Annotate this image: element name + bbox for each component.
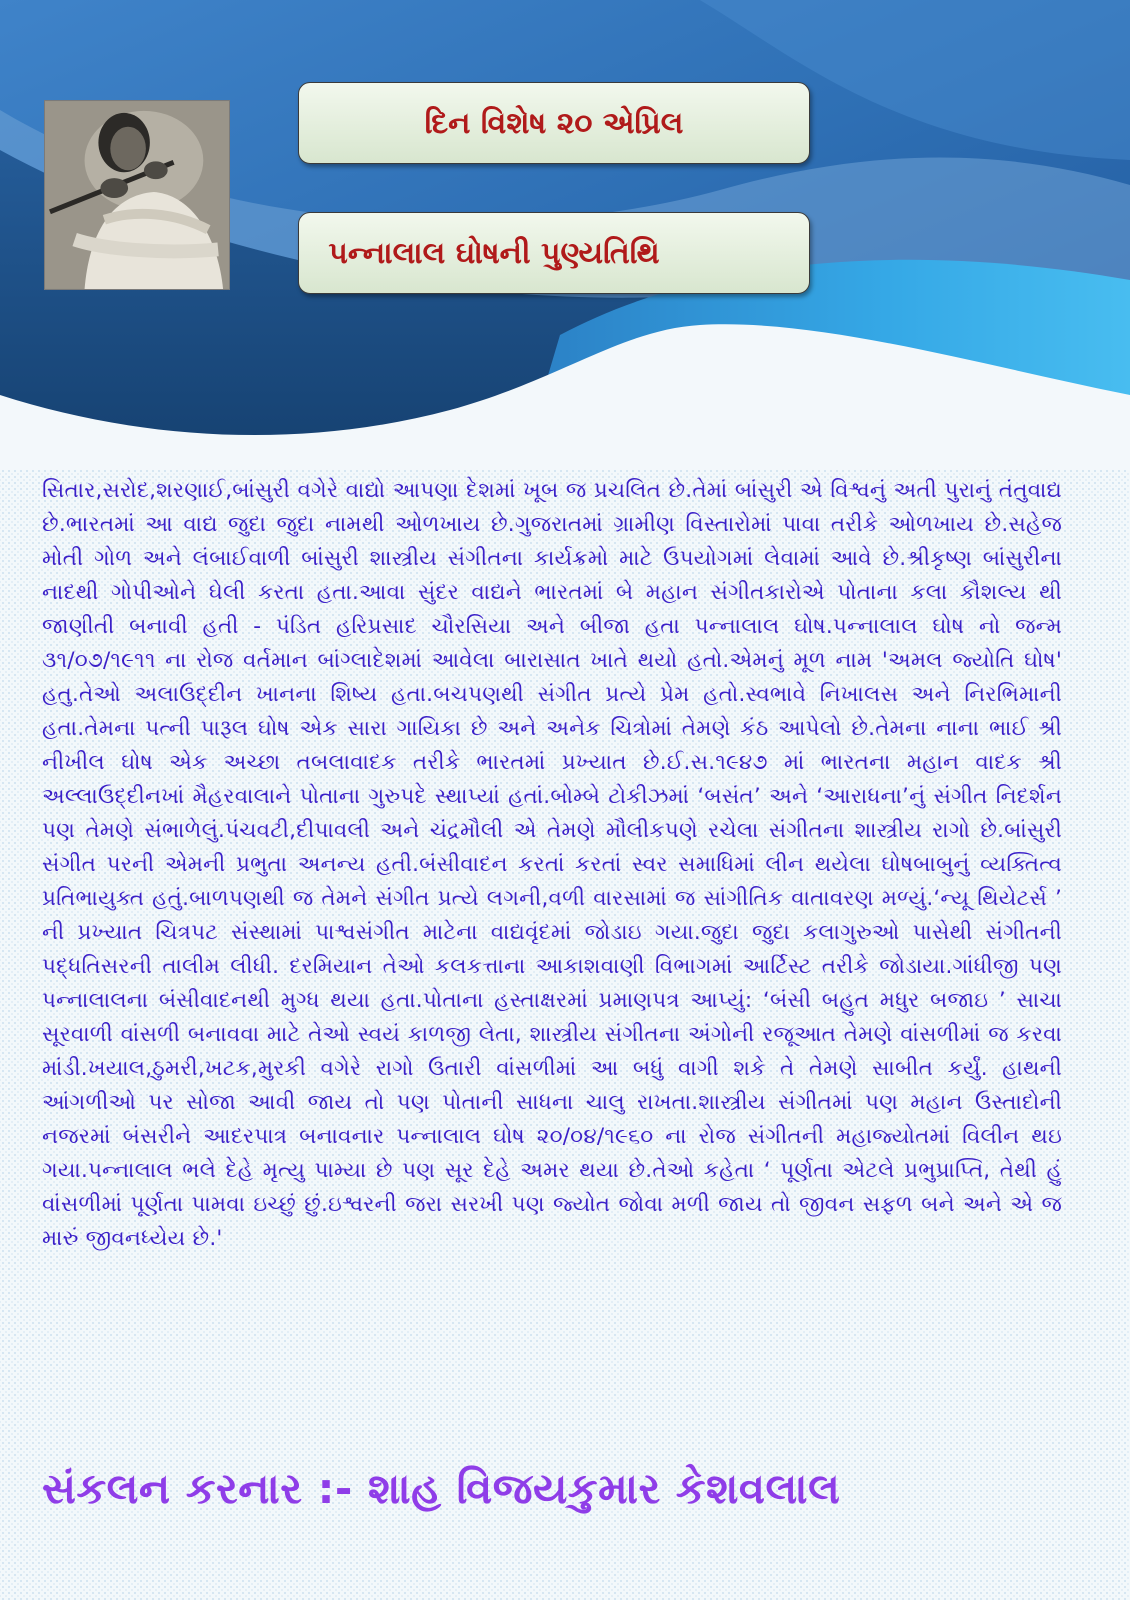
article-body: સિતાર,સરોદ,શરણાઈ,બાંસુરી વગેરે વાદ્યો આપણા દેશમાં ખૂબ જ પ્રચલિત છે.તેમાં બાંસુરી એ વિશ્વનું અતી પુરાનું તંતુવાદ્ય છે.ભારતમાં આ વાદ્ય જુદા જુદા નામથી ઓળખાય છે.ગુજરાતમાં ગ્રામીણ વિસ્તારોમાં પાવા તરીકે ઓળખાય છે.સહેજ મોતી ગોળ અને લંબાઈવાળી બાંસુરી શાસ્ત્રીય સંગીતના કાર્યક્રમો માટે ઉપયોગમાં લેવામાં આવે છે.શ્રીકૃષ્ણ બાંસુરીના નાદથી ગોપીઓને ઘેલી કરતા હતા.આવા સુંદર વાદ્યને ભારતમાં બે મહાન સંગીતકારોએ પોતાના કલા કૌશલ્ય થી જાણીતી બનાવી હતી - પંડિત હરિપ્રસાદ ચૌરસિયા અને બીજા હતા પન્નાલાલ ઘોષ.પન્નાલાલ ઘોષ નો જન્મ ૩૧/૦૭/૧૯૧૧ ના રોજ વર્તમાન બાંગ્લાદેશમાં આવેલા બારાસાત ખાતે થયો હતો.એમનું મૂળ નામ 'અમલ જ્યોતિ ઘોષ' હતુ.તેઓ અલાઉદ્દીન ખાનના શિષ્ય હતા.બચપણથી સંગીત પ્રત્યે પ્રેમ હતો.સ્વભાવે નિખાલસ અને નિરભિમાની હતા.તેમના પત્ની પારૂલ ઘોષ એક સારા ગાયિકા છે અને અનેક ચિત્રોમાં તેમણે કંઠ આપેલો છે.તેમના નાના ભાઈ શ્રી નીખીલ ઘોષ એક અચ્છા તબલાવાદક તરીકે ભારતમાં પ્રખ્યાત છે.ઈ.સ.૧૯૪૭ માં ભારતના મહાન વાદક શ્રી અલ્લાઉદ્દીનખાં મૈહરવાલાને પોતાના ગુરુપદે સ્થાપ્યાં હતાં.બોમ્બે ટોકીઝમાં ‘બસંત’ અને ‘આરાધના’નું સંગીત નિદર્શન પણ તેમણે સંભાળેલું.પંચવટી,દીપાવલી અને ચંદ્રમૌલી એ તેમણે મૌલીકપણે રચેલા સંગીતના શાસ્ત્રીય રાગો છે.બાંસુરી સંગીત પરની એમની પ્રભુતા અનન્ય હતી.બંસીવાદન કરતાં કરતાં સ્વર સમાધિમાં લીન થયેલા ઘોષબાબુનું વ્યક્તિત્વ પ્રતિભાયુક્ત હતું.બાળપણથી જ તેમને સંગીત પ્રત્યે લગની,વળી વારસામાં જ સાંગીતિક વાતાવરણ મળ્યું.‘ન્યૂ થિયેટર્સ ’ ની પ્રખ્યાત ચિત્રપટ સંસ્થામાં પાશ્વસંગીત માટેના વાદ્યવૃંદમાં જોડાઇ ગયા.જુદા જુદા કલાગુરુઓ પાસેથી સંગીતની પદ્ધતિસરની તાલીમ લીધી. દરમિયાન તેઓ કલકત્તાના આકાશવાણી વિભાગમાં આર્ટિસ્ટ તરીકે જોડાયા.ગાંધીજી પણ પન્નાલાલના બંસીવાદનથી મુગ્ધ થયા હતા.પોતાના હસ્તાક્ષરમાં પ્રમાણપત્ર આપ્યું: ‘બંસી બહુત મધુર બજાઇ ’ સાચા સૂરવાળી વાંસળી બનાવવા માટે તેઓ સ્વયં કાળજી લેતા, શાસ્ત્રીય સંગીતના અંગોની રજૂઆત તેમણે વાંસળીમાં જ કરવા માંડી.ખયાલ,ઠુમરી,ખટક,મુરકી વગેરે રાગો ઉતારી વાંસળીમાં આ બધું વાગી શકે તે તેમણે સાબીત કર્યું. હાથની આંગળીઓ પર સોજા આવી જાય તો પણ પોતાની સાધના ચાલુ રાખતા.શાસ્ત્રીય સંગીતમાં પણ મહાન ઉસ્તાદોની નજરમાં બંસરીને આદરપાત્ર બનાવનાર પન્નાલાલ ઘોષ ૨૦/૦૪/૧૯૬૦ ના રોજ સંગીતની મહાજ્યોતમાં વિલીન થઇ ગયા.પન્નાલાલ ભલે દેહે મૃત્યુ પામ્યા છે પણ સૂર દેહે અમર થયા છે.તેઓ કહેતા ‘ પૂર્ણતા એટલે પ્રભુપ્રાપ્તિ, તેથી હું વાંસળીમાં પૂર્ણતા પામવા ઇચ્છું છું.ઇશ્વરની જરા સરખી પણ જ્યોત જોવા મળી જાય તો જીવન સફળ બને અને એ જ મારું જીવનધ્યેય છે.' [42, 478, 1062, 1251]
subject-title: પન્નાલાલ ઘોષની પુણ્યતિથિ [328, 235, 660, 271]
date-title-box [298, 82, 810, 164]
flute-player-photo [44, 100, 230, 290]
subject-title-box [298, 212, 810, 294]
date-title: દિન વિશેષ ૨૦ એપ્રિલ [424, 105, 684, 141]
compiler-credit: સંકલન કરનાર :- શાહ વિજયકુમાર કેશવલાલ [42, 1464, 841, 1513]
